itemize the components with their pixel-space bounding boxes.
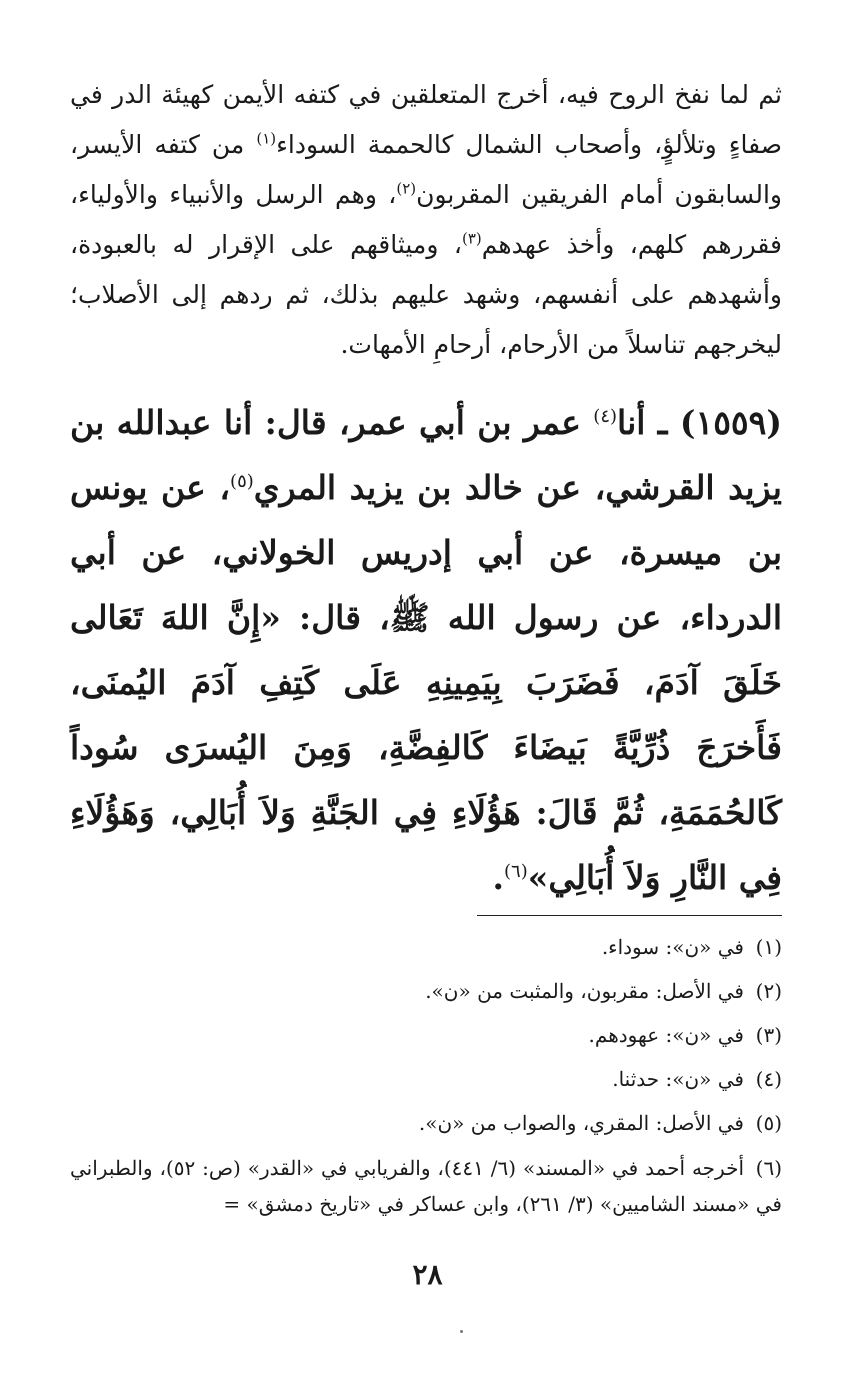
page-body [70,70,782,910]
footnote-item [70,1062,782,1097]
footnote-text: في «ن»: حدثنا. [612,1067,744,1091]
footnote-number: (٦) [755,1156,782,1180]
hadith-chain-2: ، عن يونس بن ميسرة، عن أبي إدريس الخولاني، عن أبي الدرداء، عن رسول الله ﷺ، قال: [70,468,782,637]
footnote-ref-4[interactable]: (٤) [593,406,618,427]
footnote-number: (١) [755,935,782,959]
intro-text-3: ، وهم الرسل والأنبياء والأولياء، فقررهم كلهم، وأخذ عهدهم [70,180,782,259]
page-number: ٢٨ [412,1258,443,1291]
intro-text-1: ثم لما نفخ الروح فيه، أخرج المتعلقين في كتفه الأيمن كهيئة الدر في صفاءٍ وتلألؤٍ، وأصحاب الشمال كالحممة السوداء [70,80,782,159]
footnote-item [70,930,782,965]
intro-text-4: ، وميثاقهم على الإقرار له بالعبودة، وأشهدهم على أنفسهم، وشهد عليهم بذلك، ثم ردهم إلى الأصلاب؛ ليخرجهم تناسلاً من الأرحام، أرحامِ الأمهات. [70,230,782,359]
footnote-number: (٤) [755,1067,782,1091]
footnote-item [70,974,782,1009]
hadith-end: . [492,858,504,897]
footnote-number: (٣) [755,1023,782,1047]
footnote-text: في الأصل: المقري، والصواب من «ن». [418,1111,744,1135]
footnote-separator [477,915,782,916]
intro-text-2: من كتفه الأيسر، والسابقون أمام الفريقين المقربون [70,130,782,209]
footnote-ref-1[interactable]: (١) [256,129,277,148]
footnote-ref-6[interactable]: (٦) [503,861,528,882]
scan-speck [460,1330,463,1333]
footnote-number: (٢) [755,979,782,1003]
hadith-chain-1: عمر بن أبي عمر، قال: أنا عبدالله بن يزيد القرشي، عن خالد بن يزيد المري [70,403,782,507]
footnote-ref-3[interactable]: (٣) [461,229,482,248]
intro-paragraph [70,70,782,370]
footnote-ref-5[interactable]: (٥) [230,471,254,492]
footnote-ref-2[interactable]: (٢) [396,179,417,198]
footnote-item [70,1106,782,1141]
footnotes-list [70,930,782,1231]
hadith-text: «إِنَّ اللهَ تَعَالى خَلَقَ آدَمَ، فَضَرَبَ بِيَمِينِهِ عَلَى كَتِفِ آدَمَ اليُمنَى، فَأَخرَجَ ذُرِّيَّةً بَيضَاءَ كَالفِضَّةِ، وَمِنَ اليُسرَى سُوداً كَالحُمَمَةِ، ثُمَّ قَالَ: هَؤُلَاءِ فِي الجَنَّةِ وَلاَ أُبَالِي، وَهَؤُلَاءِ فِي النَّارِ وَلاَ أُبَالِي» [70,598,782,897]
footnote-text: في «ن»: عهودهم. [588,1023,744,1047]
hadith-number: (١٥٥٩) ـ أنا [617,403,782,442]
footnote-text: في «ن»: سوداء. [601,935,744,959]
footnote-text: أخرجه أحمد في «المسند» (٦/ ٤٤١)، والفريابي في «القدر» (ص: ٥٢)، والطبراني في «مسند الشاميين» (٣/ ٢٦١)، وابن عساكر في «تاريخ دمشق» = [70,1156,782,1216]
footnote-number: (٥) [755,1111,782,1135]
footnote-text: في الأصل: مقربون، والمثبت من «ن». [425,979,744,1003]
footnote-item [70,1018,782,1053]
footnote-item [70,1150,782,1222]
hadith-paragraph [70,390,782,910]
